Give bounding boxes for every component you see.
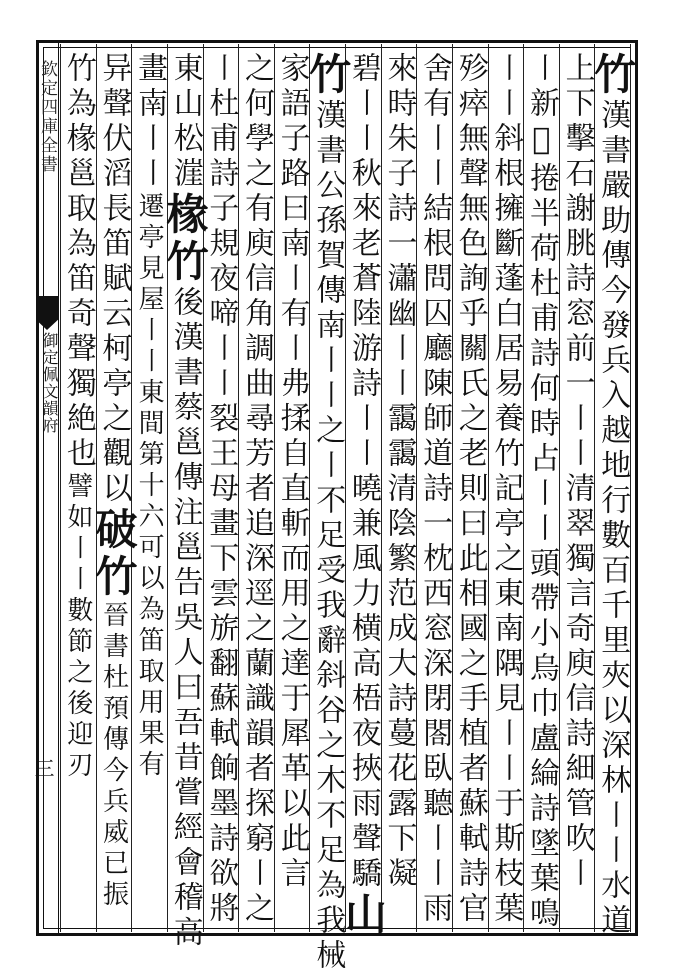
headword: 破竹 [89,507,139,601]
text-run: 漢書公孫賀傳南〡〡之〡不足受我辭斜谷之木不足為我械 [310,99,346,974]
text-run: 〡新𣏮捲半荷杜甫詩何時占〡〡頭帶小烏巾盧綸詩墜葉鳴 [523,52,559,932]
text-run: 後漢書蔡邕傳注邕告吳人曰吾昔嘗經會稽高 [167,286,203,951]
text-run: 東山松漄 [167,52,203,192]
page-number: 三 [31,758,55,778]
text-run: 上下擊石謝朓詩窓前一〡〡清翠獨言奇庾信詩細管吹〡 [559,52,595,892]
text-run: 〡〡斜根擁斷蓬白居易養竹記亭之東南隅見〡〡于斯枝葉 [488,52,524,927]
text-run: 畫南〡〡 [132,52,168,192]
text-run: 晉書杜預傳今兵威已振 [98,601,129,911]
headword: 竹 [303,52,353,99]
text-run: 譬如〡〡數節之後迎刃 [62,472,93,782]
text-run: 之何學之有庾信角調曲尋芳者追深逕之蘭識韻者探窮〡之 [238,52,274,927]
text-run: 家語子路曰南〡有〡弗揉自直斬而用之達于犀革以此言 [274,52,310,892]
text-run: 碧〡〡秋來老蒼陸游詩〡〡曉兼風力横高梧夜挾雨聲驕 [345,52,381,892]
text-run: 舍有〡〡結根問囚廳陳師道詩一枕西窓深閉閤臥聽〡〡雨 [417,52,453,927]
text-run: 漢書嚴助傳今發兵入越地行數百千里夾以深林〡〡水道 [595,99,631,939]
text-run: 遷亭見屋〡〡東間第十六可以為笛取用果有 [134,192,165,781]
margin-book-title: 御定佩文韻府 [40,332,59,434]
headword: 椽竹 [160,192,210,286]
text-run: 殄瘁無聲無色詢乎關氏之老則曰此相國之手植者蘇軾詩官 [452,52,488,927]
text-run: 异聲伏滔長笛賦云柯亭之觀以 [96,52,132,507]
headword: 竹 [588,52,638,99]
text-run: 竹為椽邕取為笛奇聲獨絶也 [60,52,96,472]
text-column [56,52,100,932]
text-run: 〡杜甫詩子規夜啼〡〡裂王母畫下雲旂翻蘇軾餉墨詩欲將 [203,52,239,927]
headword: 山 [338,892,388,939]
text-run: 來時朱子詩一瀟幽〡〡靄靄清陰繁范成大詩蔓花露下凝 [381,52,417,892]
margin-series-title: 欽定四庫全書 [37,60,57,174]
